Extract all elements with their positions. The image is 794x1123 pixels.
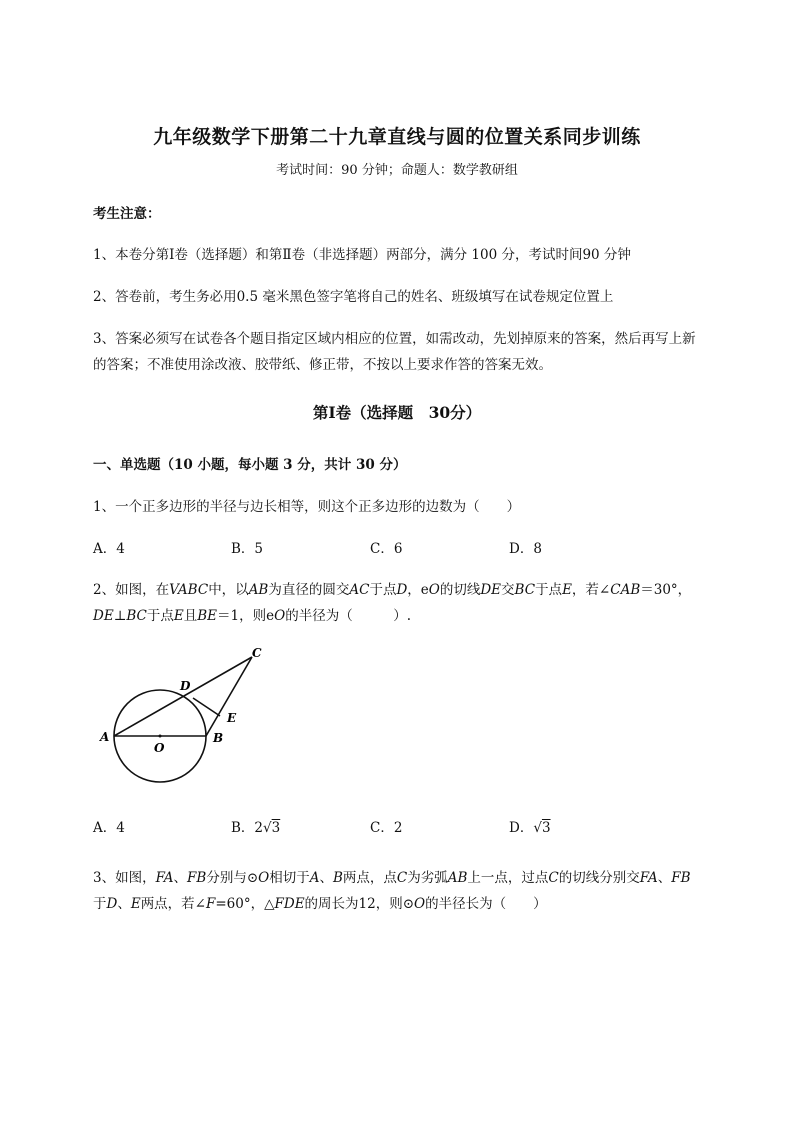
question-1-text: 1、一个正多边形的半径与边长相等，则这个正多边形的边数为（ ） bbox=[93, 499, 521, 515]
q3-math: A bbox=[309, 870, 320, 886]
q2-text: ＝1，则e bbox=[217, 608, 275, 624]
q3-math: D bbox=[106, 896, 118, 912]
q1-option-c: C．6 bbox=[370, 541, 403, 557]
q3-text: 上一点，过点 bbox=[467, 870, 549, 886]
q3-text: 、 bbox=[117, 896, 131, 912]
q3-math: FA bbox=[639, 870, 658, 886]
q3-math: FA bbox=[155, 870, 174, 886]
q3-math: B bbox=[332, 870, 343, 886]
q2-text: ，若∠ bbox=[571, 582, 611, 598]
q3-math: FB bbox=[671, 870, 691, 886]
q2-option-c: C．2 bbox=[370, 820, 403, 836]
q2-math: AB bbox=[248, 582, 269, 598]
q3-text: 相切于 bbox=[269, 870, 310, 886]
q2-math: CAB bbox=[610, 582, 641, 598]
q2-math: E bbox=[562, 582, 572, 598]
q3-math: C bbox=[396, 870, 408, 886]
q2-text: 2、如图，在 bbox=[93, 582, 170, 598]
q3-math: FB bbox=[187, 870, 207, 886]
q3-text: 分别与⊙ bbox=[206, 870, 259, 886]
label-a: A bbox=[100, 730, 110, 744]
q2-text: 的半径为（ ）. bbox=[285, 608, 412, 624]
q2-text: 且 bbox=[183, 608, 198, 624]
question-3-line-2 bbox=[93, 892, 547, 912]
q2-text: 中，以 bbox=[208, 582, 249, 598]
q2-text: 为直径的圆交 bbox=[268, 582, 350, 598]
q2-option-d bbox=[509, 816, 551, 836]
q1-option-d: D．8 bbox=[509, 541, 542, 557]
q3-text: 为劣弧 bbox=[407, 870, 448, 886]
radicand: 3 bbox=[541, 820, 551, 836]
q2-math: DE bbox=[93, 608, 114, 624]
q2-math: O bbox=[274, 608, 286, 624]
exam-subtitle: 考试时间：90 分钟；命题人：数学教研组 bbox=[276, 163, 518, 178]
label-b: B bbox=[213, 731, 224, 745]
q2-geometry-figure bbox=[96, 640, 276, 790]
sqrt-sign: √ bbox=[533, 820, 542, 836]
q3-text: 3、如图， bbox=[93, 870, 156, 886]
q2-option-b bbox=[231, 816, 280, 836]
sqrt-sign: √ bbox=[263, 820, 272, 836]
q3-math: AB bbox=[447, 870, 468, 886]
tangent-de bbox=[193, 698, 220, 716]
q3-text: 两点，若∠ bbox=[140, 896, 206, 912]
label-d: D bbox=[180, 679, 191, 693]
q3-text: 、 bbox=[657, 870, 672, 886]
label-o: O bbox=[154, 741, 165, 755]
section-title: 第Ⅰ卷（选择题 30分） bbox=[312, 403, 482, 422]
notice-item: 3、答案必须写在试卷各个题目指定区域内相应的位置，如需改动，先划掉原来的答案，然后再写上新 bbox=[93, 331, 696, 347]
q2-math: DE bbox=[480, 582, 502, 598]
label-e: E bbox=[227, 711, 237, 725]
q2-text: 的切线 bbox=[439, 582, 481, 598]
q2-option-a: A．4 bbox=[93, 820, 125, 836]
notice-item: 2、答卷前，考生务必用0.5 毫米黑色签字笔将自己的姓名、班级填写在试卷规定位置上 bbox=[93, 289, 614, 305]
notice-item: 的答案；不准使用涂改液、胶带纸、修正带，不按以上要求作答的答案无效。 bbox=[93, 357, 552, 373]
question-2-line-2 bbox=[93, 604, 411, 624]
q3-math: FDE bbox=[274, 896, 305, 912]
q2-math: AC bbox=[349, 582, 370, 598]
radicand: 3 bbox=[271, 820, 281, 836]
q3-math: C bbox=[548, 870, 559, 886]
q2-text: 交 bbox=[501, 582, 515, 598]
page-title: 九年级数学下册第二十九章直线与圆的位置关系同步训练 bbox=[153, 126, 641, 148]
q1-option-a: A．4 bbox=[93, 541, 125, 557]
q3-math: F bbox=[206, 896, 216, 912]
q3-text: 的半径长为（ ） bbox=[425, 896, 547, 912]
notice-heading: 考生注意： bbox=[93, 206, 161, 222]
q2-math: E bbox=[173, 608, 184, 624]
q3-text: 的切线分别交 bbox=[558, 870, 640, 886]
q2-text: ，e bbox=[407, 582, 429, 598]
q2-option-b-prefix: B．2 bbox=[231, 820, 264, 836]
q2-text: ⊥ bbox=[113, 608, 127, 624]
label-c: C bbox=[252, 646, 262, 660]
q3-text: 的周长为12，则⊙ bbox=[304, 896, 415, 912]
q2-text: 于点 bbox=[369, 582, 397, 598]
q3-math: E bbox=[130, 896, 141, 912]
q2-text: ＝30°， bbox=[640, 582, 692, 598]
q1-option-b: B．5 bbox=[231, 541, 264, 557]
q2-math: BE bbox=[197, 608, 218, 624]
q3-math: O bbox=[258, 870, 270, 886]
q2-math: O bbox=[428, 582, 440, 598]
q3-text: 、 bbox=[173, 870, 188, 886]
question-2-line-1 bbox=[93, 578, 691, 598]
q3-text: =60°，△ bbox=[215, 896, 275, 912]
q2-text: 于点 bbox=[146, 608, 174, 624]
q2-math: BC bbox=[126, 608, 147, 624]
q3-math: O bbox=[414, 896, 426, 912]
center-point bbox=[159, 735, 162, 738]
q2-text: 于点 bbox=[535, 582, 563, 598]
question-3-line-1 bbox=[93, 866, 691, 886]
q3-text: 、 bbox=[319, 870, 333, 886]
notice-item: 1、本卷分第Ⅰ卷（选择题）和第Ⅱ卷（非选择题）两部分，满分 100 分，考试时间90 分钟 bbox=[93, 247, 631, 263]
q2-math: VABC bbox=[169, 582, 209, 598]
q3-text: 于 bbox=[93, 896, 107, 912]
q2-math: D bbox=[396, 582, 408, 598]
part-heading: 一、单选题（10 小题，每小题 3 分，共计 30 分） bbox=[93, 457, 407, 473]
q2-math: BC bbox=[514, 582, 536, 598]
q2-option-d-prefix: D． bbox=[509, 820, 534, 836]
q3-text: 两点，点 bbox=[342, 870, 397, 886]
